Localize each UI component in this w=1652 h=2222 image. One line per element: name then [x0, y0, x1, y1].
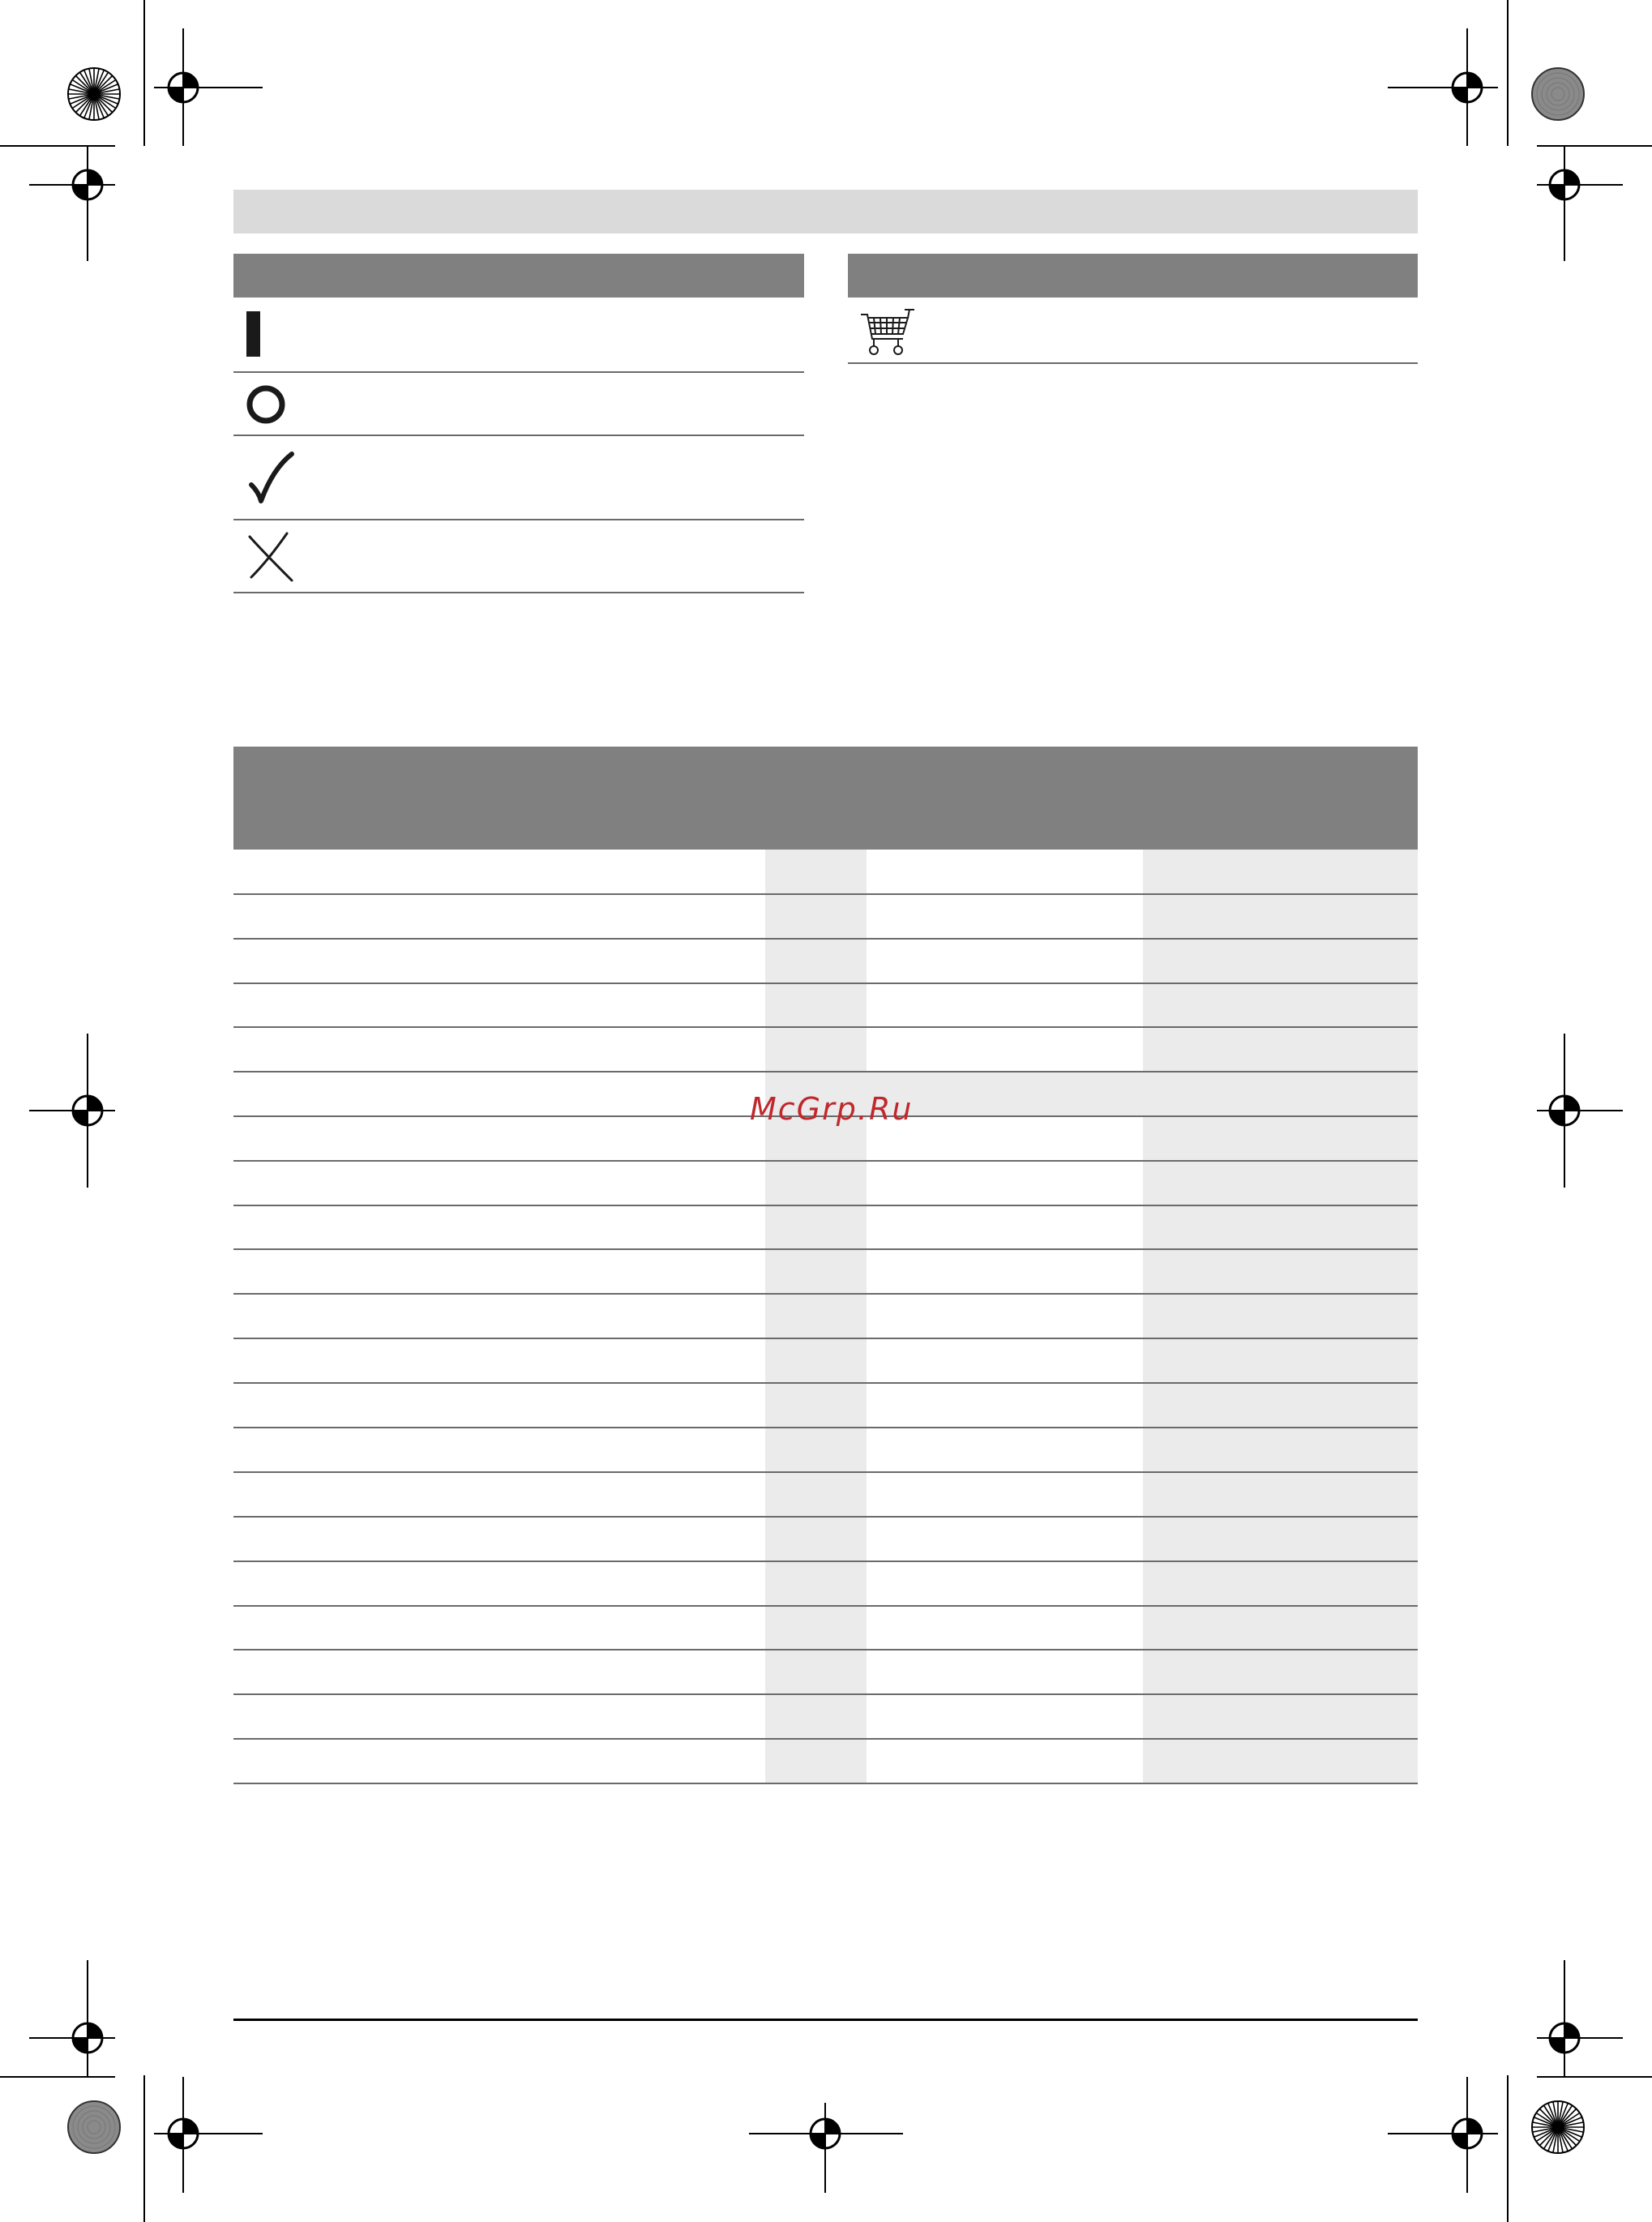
- row-divider: [233, 371, 804, 373]
- table-row: [233, 1427, 1418, 1428]
- shaded-column-narrow: [765, 1117, 867, 1783]
- top-band: [233, 190, 1418, 233]
- power-on-icon: [246, 311, 260, 357]
- shaded-column-narrow: [765, 850, 867, 1072]
- table-row: [233, 1605, 1418, 1607]
- prohibited-cross-icon: [245, 530, 297, 584]
- table-row: [233, 1561, 1418, 1562]
- power-off-icon: [245, 383, 287, 426]
- table-row: [233, 1382, 1418, 1384]
- table-row: [233, 1160, 1418, 1162]
- table-row: [233, 1693, 1418, 1695]
- watermark-text: McGrp.Ru: [750, 1091, 914, 1127]
- table-row: [233, 1026, 1418, 1028]
- table-row: [233, 1071, 1418, 1072]
- row-divider: [233, 519, 804, 520]
- shaded-column-wide: [1143, 850, 1418, 1072]
- table-row: [233, 983, 1418, 984]
- symbols-table-right-header: [848, 254, 1418, 298]
- row-divider: [233, 592, 804, 593]
- symbols-table-left-header: [233, 254, 804, 298]
- table-row: [233, 1516, 1418, 1518]
- row-divider: [848, 362, 1418, 364]
- table-row: [233, 1471, 1418, 1473]
- table-row: [233, 1248, 1418, 1250]
- data-table-header: [233, 747, 1418, 850]
- table-row: [233, 1649, 1418, 1650]
- table-row: [233, 1783, 1418, 1784]
- row-divider: [233, 435, 804, 436]
- table-row: [233, 1293, 1418, 1295]
- table-row: [233, 893, 1418, 895]
- allowed-check-icon: [245, 449, 297, 507]
- table-row: [233, 1205, 1418, 1206]
- table-row: [233, 1338, 1418, 1339]
- table-row: [233, 1738, 1418, 1740]
- table-row: [233, 938, 1418, 940]
- shaded-column-wide: [1143, 1117, 1418, 1783]
- footer-rule: [233, 2019, 1418, 2021]
- shopping-cart-icon: [859, 308, 916, 358]
